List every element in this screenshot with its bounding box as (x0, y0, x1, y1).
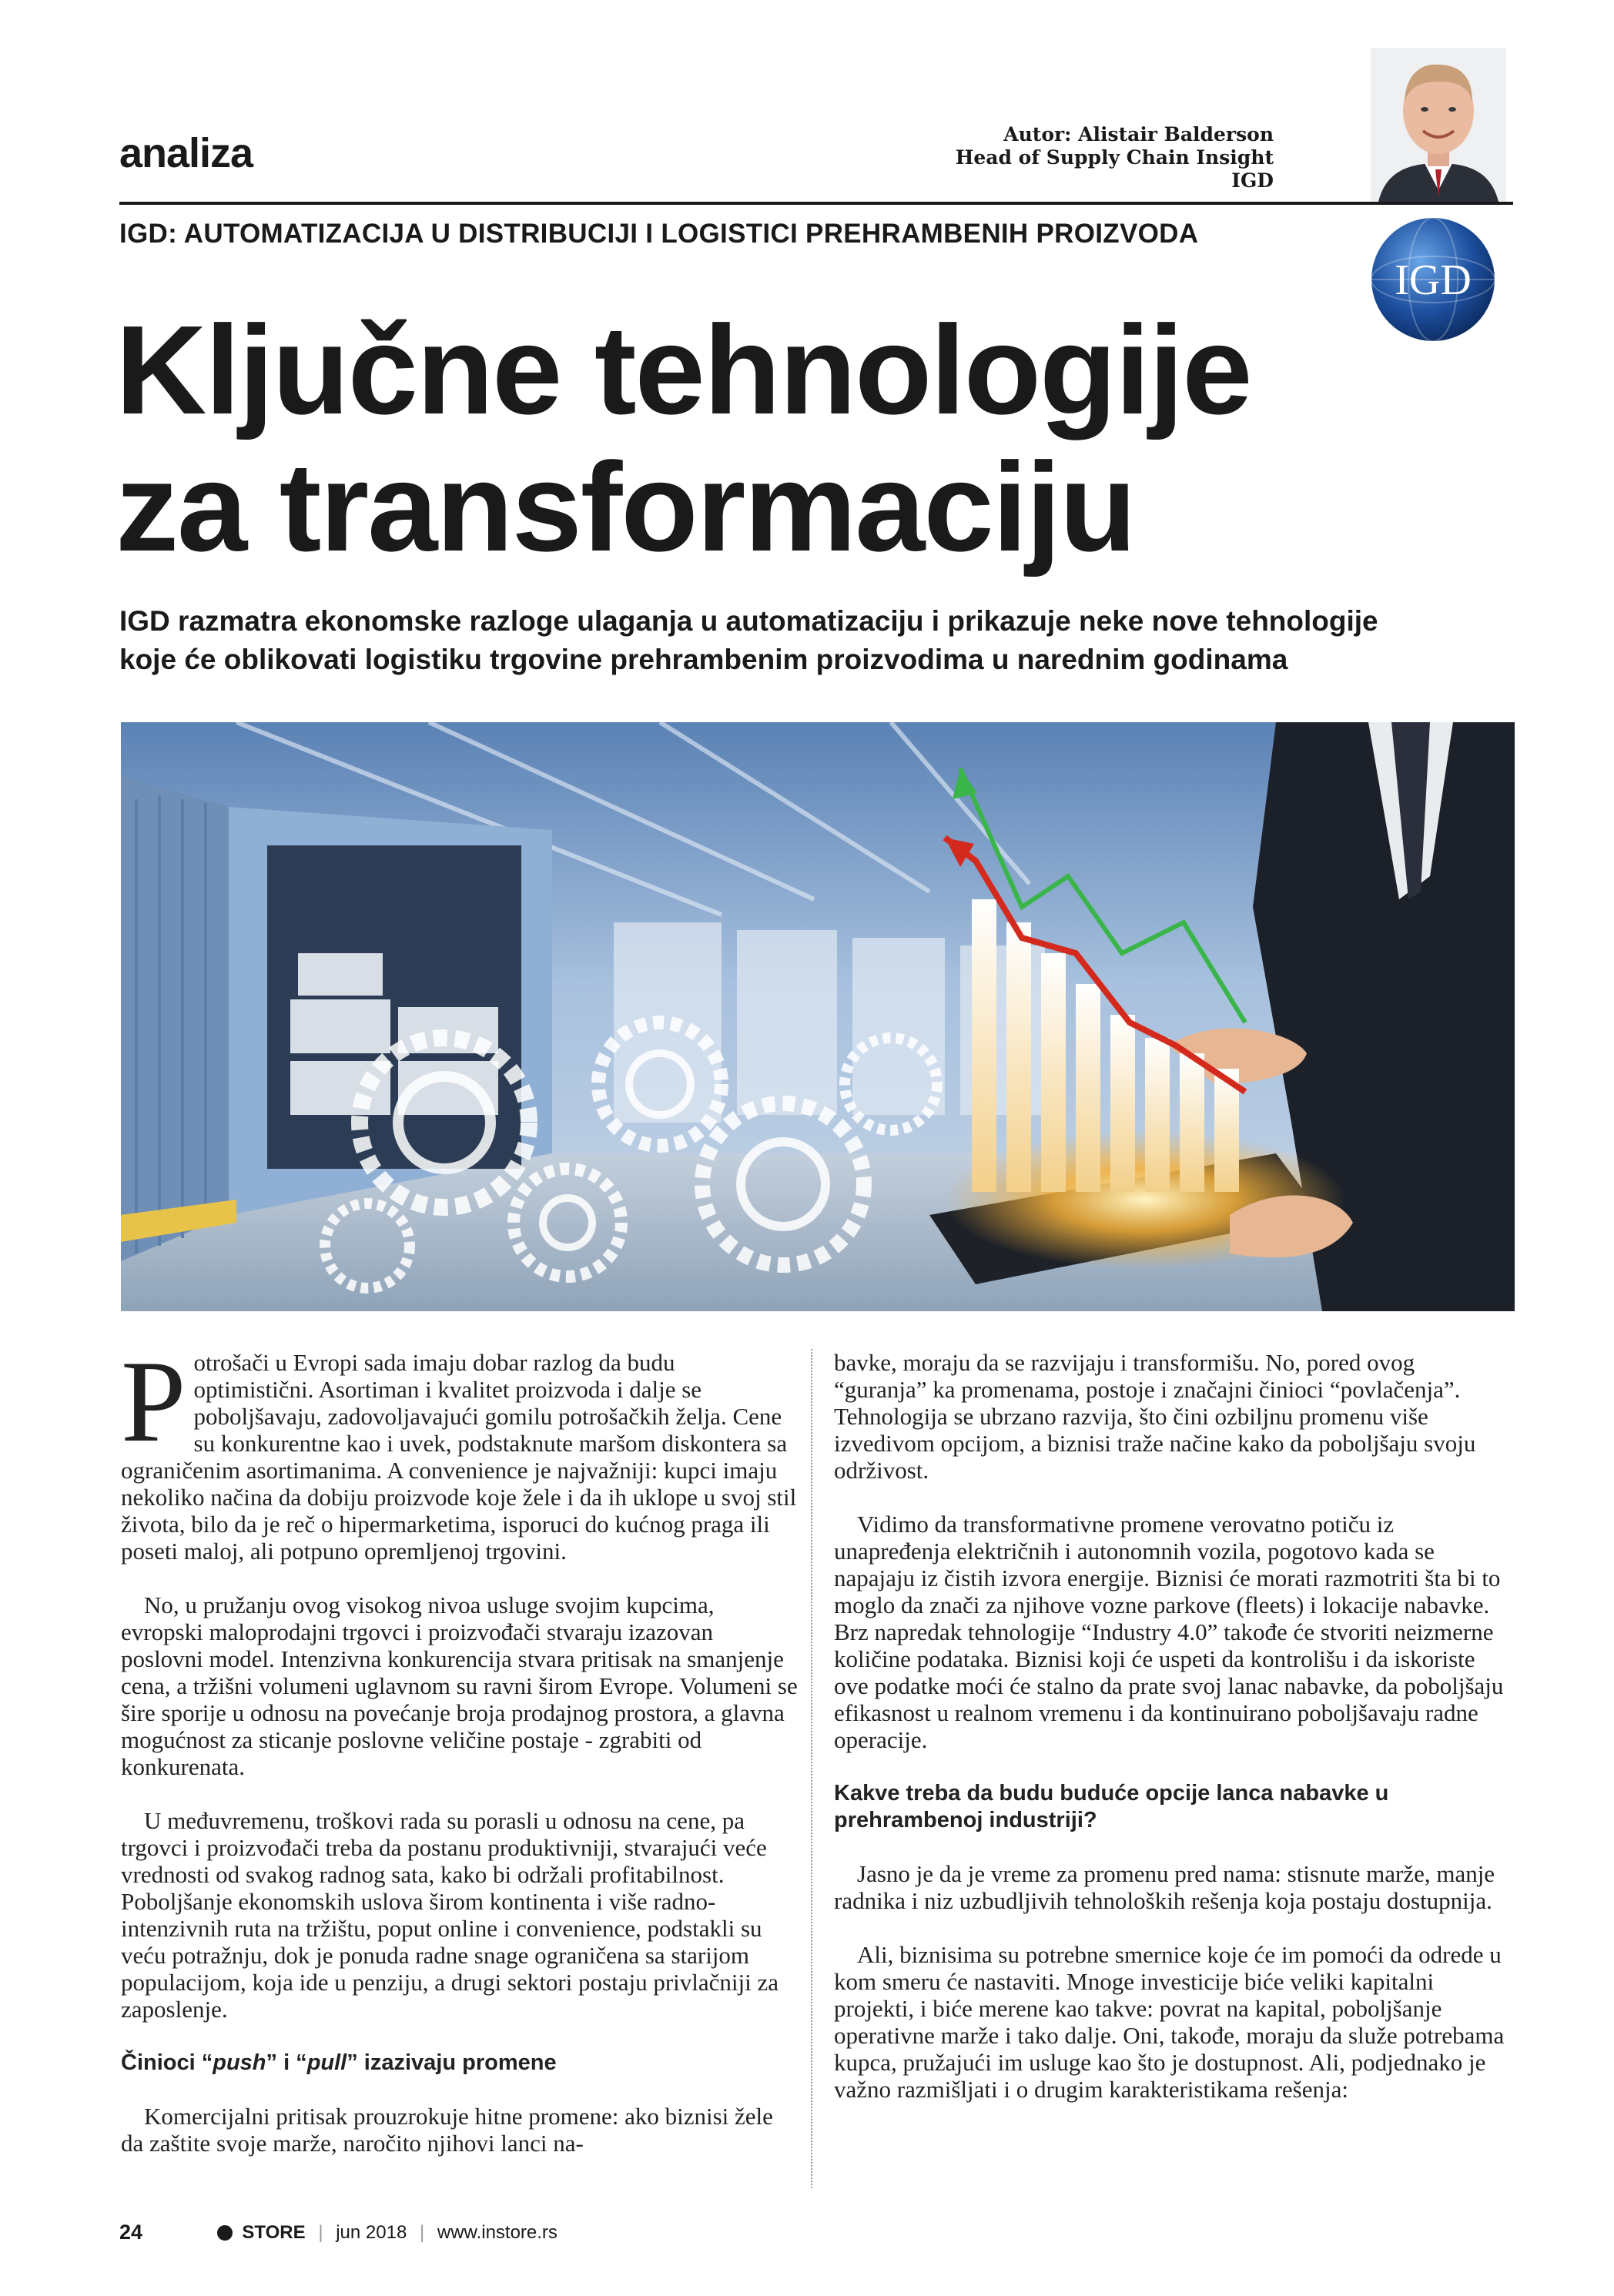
column-divider (811, 1349, 812, 2188)
paragraph-8: Ali, biznisima su potrebne smernice koje će im pomoći da odrede u kom smeru će nastaviti. Mnoge investicije biće veliki kapitalni projekti, i biće merene kao takve: povrat na kapital, poboljšanje operativne marže i tako dalje. Oni, takođe, moraju da služe potrebama kupca, pružajući im usluge kao što je dostupnost. Ali, podjednako je važno razmišljati i o drugim karakteristikama rešenja: (834, 1941, 1505, 2103)
paragraph-4: Komercijalni pritisak prouzrokuje hitne promene: ako biznisi žele da zaštite svoje marže, naročito njihovi lanci na- (121, 2103, 773, 2157)
page-footer (119, 2221, 558, 2244)
page-number: 24 (119, 2221, 143, 2244)
author-block (842, 123, 1274, 192)
footer-separator-icon: | (419, 2221, 425, 2243)
section-label: analiza (119, 130, 253, 176)
subheading-future-options: Kakve treba da budu buduće opcije lanca nabavke u prehrambenoj industriji? (834, 1781, 1389, 1832)
paragraph-3: U međuvremenu, troškovi rada su porasli u odnosu na cene, pa trgovci i proizvođači treba da postanu produktivniji, stvarajući veće vrednosti od svakog radnog sata, kako bi održali profitabilnost. Poboljšanje ekonomskih uslova širom kontinenta i više radno-intenzivnih ruta na tržištu, poput online i convenience, podstakli su veću potražnju, dok je ponuda radne snage ograničena sa starijom populacijom, koja ide u penziju, a drugi sektori postaju privlačniji za zaposlenje. (121, 1807, 779, 2023)
paragraph-1: Potrošači u Evropi sada imaju dobar razlog da budu optimistični. Asortiman i kvalitet proizvoda i dalje se poboljšavaju, zadovoljavajući gomilu potrošačkih želja. Cene su konkurentne kao i uvek, podstaknute maršom diskontera sa ograničenim asortimanima. A convenience je najvažniji: kupci imaju nekoliko načina da dobiju proizvode koje žele i da ih uklope u svoj stil života, bilo da je reč o hipermarketima, isporuci do kućnog praga ili poseti maloj, ali potpuno opremljenoj trgovini. (121, 1337, 797, 1565)
headline (116, 302, 1440, 576)
header-rule (119, 202, 1513, 205)
igd-logo-text: IGD (1395, 256, 1472, 304)
lead-line-1: IGD razmatra ekonomske razloge ulaganja u automatizaciju i prikazuje neke nove tehnologije (119, 605, 1378, 637)
paragraph-7: Jasno je da je vreme za promenu pred nama: stisnute marže, manje radnika i niz uzbudljivih tehnoloških rešenja koja postaju dostupnija. (834, 1860, 1495, 1914)
paragraph-5: bavke, moraju da se razvijaju i transformišu. No, pored ovog “guranja” ka promenama, postoje i značajni činioci “povlačenja”. Tehnologija se ubrzano razvija, što čini ozbiljnu promenu više izvedivom opcijom, a biznisi traže načine kako da poboljšaju svoju održivost. (834, 1349, 1476, 1484)
lead-paragraph (119, 602, 1475, 679)
footer-separator-icon: | (318, 2221, 323, 2243)
paragraph-2: No, u pružanju ovog visokog nivoa usluge svojim kupcima, evropski maloprodajni trgovci i proizvođači stvaraju izazovan poslovni model. Intenzivna konkurencija stvara pritisak na smanjenje cena, a tržišni volumeni uglavnom su ravni širom Evrope. Volumeni se šire sporije u odnosu na povećanje broja prodajnog prostora, a glavna mogućnost za sticanje poslovne veličine postaje - zgrabiti od konkurenata. (121, 1591, 798, 1780)
footer-date: jun 2018 (336, 2221, 407, 2243)
body-column-left (121, 1337, 800, 2184)
author-photo (1371, 48, 1506, 202)
body-column-right (834, 1349, 1513, 2130)
store-logo-icon (217, 2225, 233, 2241)
author-org: IGD (1231, 169, 1274, 192)
headline-line-1: Ključne tehnologije (116, 300, 1251, 440)
kicker: IGD: AUTOMATIZACIJA U DISTRIBUCIJI I LOGISTICI PREHRAMBENIH PROIZVODA (119, 219, 1199, 249)
lead-line-2: koje će oblikovati logistiku trgovine prehrambenim proizvodima u narednim godinama (119, 644, 1288, 675)
drop-cap: P (121, 1337, 186, 1466)
paragraph-6: Vidimo da transformativne promene verovatno potiču iz unapređenja električnih i autonomnih vozila, pogotovo kada se napajaju iz čistih izvora energije. Biznisi će morati razmotriti šta bi to moglo da znači za njihove vozne parkove (fleets) i lokacije nabavke. Brz napredak tehnologije “Industry 4.0” takođe će stvoriti neizmerne količine podataka. Biznisi koji će uspeti da kontrolišu i da iskoriste ove podatke moći će stalno da prate svoj lanac nabavke, da poboljšaju efikasnost u realnom vremenu i da kontinuirano poboljšavaju radne operacije. (834, 1511, 1504, 1753)
hero-image (121, 722, 1515, 1311)
author-role: Head of Supply Chain Insight (955, 146, 1274, 169)
footer-brand: STORE (242, 2221, 306, 2243)
headline-line-2: za transformaciju (116, 437, 1135, 577)
subheading-push-pull: Činioci “push” i “pull” izazivaju promene (121, 2050, 557, 2075)
footer-url[interactable]: www.instore.rs (437, 2221, 558, 2243)
author-name: Autor: Alistair Balderson (1003, 123, 1274, 146)
